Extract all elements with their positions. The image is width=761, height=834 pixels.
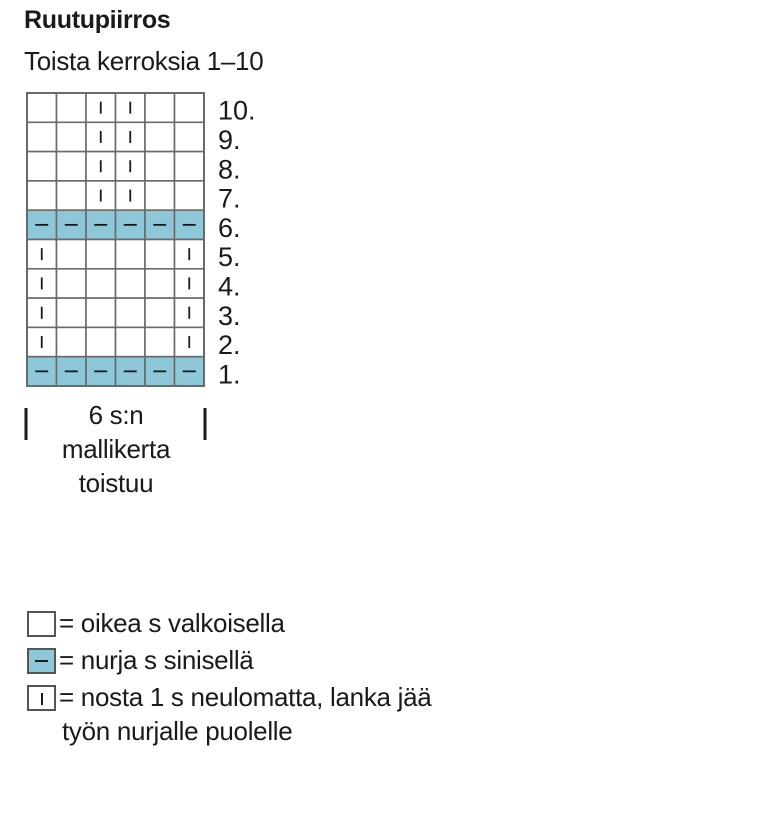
legend-item-purl xyxy=(27,642,431,679)
chart-cell-white xyxy=(57,327,87,356)
chart-cell-white xyxy=(27,122,57,151)
chart-cell-white xyxy=(145,298,175,327)
chart-cell-white xyxy=(145,93,175,122)
legend-text-slip-continuation: työn nurjalle puolelle xyxy=(62,716,293,746)
chart-title: Ruutupiirros xyxy=(24,6,171,34)
chart-cell-white xyxy=(27,93,57,122)
chart-cell-white xyxy=(116,298,146,327)
row-number-label: 5. xyxy=(218,242,241,273)
slip-stitch-square-icon xyxy=(27,685,56,711)
legend-item-slip xyxy=(27,679,431,716)
legend-text-slip: = nosta 1 s neulomatta, lanka jää xyxy=(59,682,432,712)
chart-cell-white xyxy=(175,93,205,122)
legend-item-knit xyxy=(27,605,431,642)
row-number-label: 2. xyxy=(218,330,241,361)
white-square-icon xyxy=(27,611,56,637)
chart-cell-white xyxy=(116,327,146,356)
chart-cell-white xyxy=(86,240,116,269)
chart-cell-white xyxy=(57,181,87,210)
chart-cell-white xyxy=(86,327,116,356)
chart-cell-white xyxy=(145,269,175,298)
legend xyxy=(27,605,431,747)
chart-cell-white xyxy=(116,269,146,298)
chart-cell-white xyxy=(57,269,87,298)
chart-cell-white xyxy=(175,122,205,151)
legend-text-purl: = nurja s sinisellä xyxy=(59,645,254,675)
row-number-label: 3. xyxy=(218,300,241,331)
chart-cell-white xyxy=(27,152,57,181)
repeat-label-line3: toistuu xyxy=(78,468,154,498)
chart-cell-white xyxy=(145,327,175,356)
chart-cell-white xyxy=(175,181,205,210)
chart-cell-white xyxy=(57,298,87,327)
chart-cell-white xyxy=(145,152,175,181)
row-number-label: 1. xyxy=(218,359,241,390)
chart-cell-white xyxy=(145,122,175,151)
blue-dash-square-icon xyxy=(27,648,56,674)
chart-cell-white xyxy=(86,298,116,327)
chart-cell-white xyxy=(116,240,146,269)
repeat-label-line1: 6 s:n xyxy=(88,400,144,430)
chart-cell-white xyxy=(57,240,87,269)
row-number-label: 4. xyxy=(218,271,241,302)
repeat-label-line2: mallikerta xyxy=(61,434,171,464)
row-number-label: 6. xyxy=(218,212,241,243)
row-number-label: 8. xyxy=(218,154,241,185)
legend-text-knit: = oikea s valkoisella xyxy=(59,608,285,638)
row-number-label: 10. xyxy=(218,95,256,126)
chart-cell-white xyxy=(27,181,57,210)
chart-cell-white xyxy=(57,93,87,122)
row-number-label: 7. xyxy=(218,183,241,214)
chart-cell-white xyxy=(57,122,87,151)
repeat-label xyxy=(26,398,206,500)
chart-cell-white xyxy=(145,240,175,269)
row-number-label: 9. xyxy=(218,124,241,155)
chart-cell-white xyxy=(57,152,87,181)
chart-cell-white xyxy=(175,152,205,181)
chart-cell-white xyxy=(145,181,175,210)
chart-subtitle: Toista kerroksia 1–10 xyxy=(24,46,264,76)
chart-cell-white xyxy=(86,269,116,298)
